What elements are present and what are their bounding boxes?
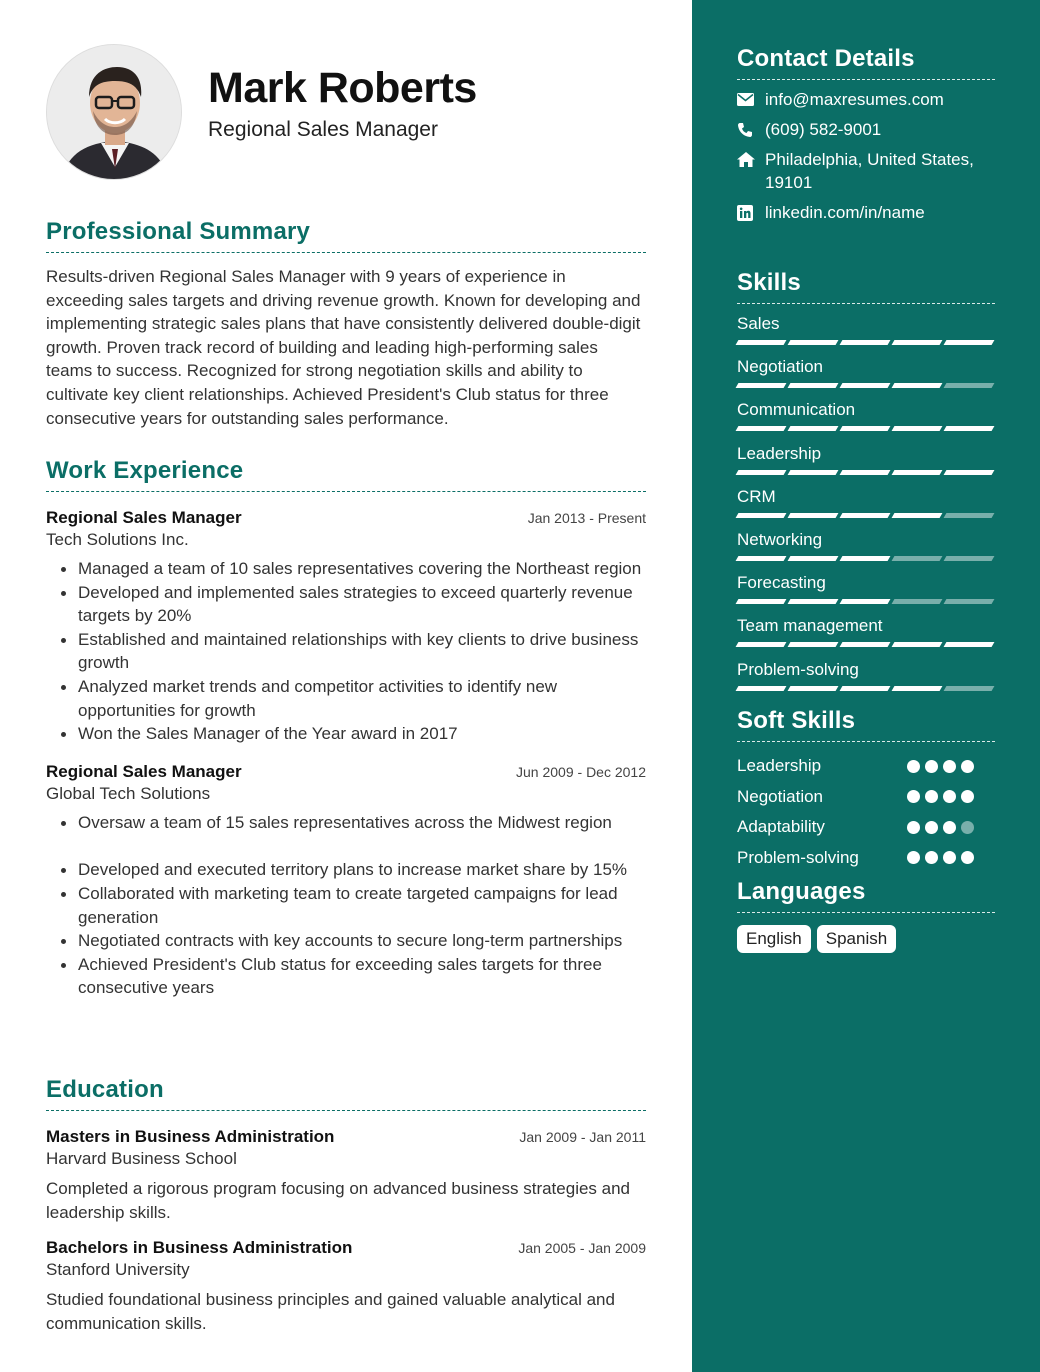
list-item: Collaborated with marketing team to create targeted campaigns for lead generation [78,882,646,929]
rating-dot [907,821,920,834]
skill-label: Forecasting [737,573,826,593]
rating-dot [925,790,938,803]
skill-level-segment [736,642,787,647]
soft-skill-rating [907,821,974,834]
email-text: info@maxresumes.com [765,90,944,109]
skill-level-segment [840,426,891,431]
skill-level-segment [736,383,787,388]
job-role: Regional Sales Manager [46,508,242,527]
skill-level-segment [892,426,943,431]
skill-level-segment [736,686,787,691]
list-item: Established and maintained relationships with key clients to drive business growth [78,628,646,675]
skill-level-segment [840,383,891,388]
school-name: Harvard Business School [46,1149,237,1168]
skill-level-segment [892,686,943,691]
skill-level-segment [788,556,839,561]
job-date: Jan 2013 - Present [527,510,646,526]
rating-dot [907,790,920,803]
soft-skill-item [737,756,995,776]
language-tag: English [737,925,811,953]
rating-dot [961,790,974,803]
sidebar [692,0,1040,1372]
soft-skill-label: Leadership [737,756,822,775]
skill-level-bar [737,513,995,518]
work-section [46,457,646,1000]
skill-item [737,357,995,388]
skill-level-segment [892,513,943,518]
skill-item [737,400,995,431]
degree-name: Bachelors in Business Administration [46,1238,353,1258]
language-tags [737,925,995,953]
linkedin-icon [737,201,765,224]
skill-label: Team management [737,616,883,636]
contact-phone[interactable] [737,118,995,141]
degree-name: Masters in Business Administration [46,1127,335,1146]
skill-level-segment [944,470,995,475]
rating-dot [961,851,974,864]
soft-skill-rating [907,790,974,803]
skill-label: Leadership [737,443,822,463]
skill-level-segment [840,642,891,647]
person-avatar-icon [47,45,182,180]
skill-level-bar [737,426,995,431]
skill-label: Negotiation [737,357,824,377]
skill-label: CRM [737,486,776,506]
languages-section [737,878,995,953]
skill-item [737,314,995,345]
summary-text: Results-driven Regional Sales Manager with 9 years of experience in exceeding sales targets and driving revenue growth. Known for developing and implementing strategic sales plans that have consistently delivered double-digit growth. Proven track record of building and leading high-performing sales teams to success. Recognized for strong negotiation skills and ability to cultivate key client relationships. Achieved President's Club status for three consecutive years for outstanding sales performance. [46,267,641,428]
contact-address [737,148,995,194]
skill-level-segment [788,686,839,691]
skill-item [737,616,995,647]
skill-level-segment [944,340,995,345]
skill-level-segment [892,340,943,345]
rating-dot [925,821,938,834]
list-item: Analyzed market trends and competitor activities to identify new opportunities for growth [78,675,646,722]
work-heading: Work Experience [46,457,646,492]
profile-photo [46,44,182,180]
skill-level-segment [892,383,943,388]
skill-level-segment [944,686,995,691]
skill-level-bar [737,599,995,604]
rating-dot [943,821,956,834]
address-text: Philadelphia, United States, 19101 [765,150,974,192]
skill-level-segment [840,686,891,691]
skill-level-segment [892,470,943,475]
soft-skills-section [737,707,995,877]
list-item: Developed and executed territory plans to increase market share by 15% [78,858,646,882]
skill-item [737,487,995,518]
skill-level-segment [840,599,891,604]
job-company: Tech Solutions Inc. [46,530,189,549]
phone-icon [737,118,765,141]
soft-skill-label: Problem-solving [737,847,859,867]
rating-dot [943,851,956,864]
rating-dot [907,760,920,773]
skill-level-segment [788,513,839,518]
skill-level-segment [736,426,787,431]
contact-linkedin[interactable] [737,201,995,224]
skill-level-segment [944,383,995,388]
envelope-icon [737,88,765,111]
contact-heading: Contact Details [737,45,995,80]
candidate-name: Mark Roberts [208,64,477,112]
skill-level-bar [737,383,995,388]
skill-level-segment [736,599,787,604]
skill-level-segment [788,340,839,345]
education-desc: Studied foundational business principles and gained valuable analytical and communication skills. [46,1290,615,1333]
education-entry [46,1127,646,1224]
language-tag: Spanish [817,925,896,953]
skill-label: Networking [737,530,823,549]
skill-level-segment [788,383,839,388]
skill-level-segment [736,340,787,345]
list-item: Won the Sales Manager of the Year award in 2017 [78,722,646,746]
candidate-title: Regional Sales Manager [208,118,438,141]
skill-level-segment [892,556,943,561]
skill-label: Sales [737,314,780,333]
skill-level-segment [788,642,839,647]
skill-level-segment [944,642,995,647]
skill-level-segment [840,556,891,561]
skill-level-segment [944,556,995,561]
school-name: Stanford University [46,1260,190,1280]
soft-skill-label: Negotiation [737,786,824,806]
job-company: Global Tech Solutions [46,783,211,803]
list-item: Negotiated contracts with key accounts to secure long-term partnerships [78,929,646,953]
skill-level-segment [840,340,891,345]
skill-level-segment [944,513,995,518]
skills-heading: Skills [737,269,995,304]
rating-dot [961,821,974,834]
education-date: Jan 2009 - Jan 2011 [519,1129,646,1145]
skill-level-segment [788,470,839,475]
skill-level-segment [736,513,787,518]
skill-level-segment [944,599,995,604]
skill-level-segment [736,556,787,561]
job-bullets [46,557,646,746]
job-date: Jun 2009 - Dec 2012 [516,763,646,780]
summary-section [46,218,646,430]
soft-skill-rating [907,760,974,773]
education-heading: Education [46,1076,646,1111]
contact-section [737,45,995,224]
education-section [46,1076,646,1335]
skill-item [737,530,995,561]
job-role: Regional Sales Manager [46,761,242,781]
job-entry [46,762,646,1000]
rating-dot [943,790,956,803]
list-item: Oversaw a team of 15 sales representatives across the Midwest region [78,811,646,859]
skill-item [737,573,995,604]
rating-dot [961,760,974,773]
education-desc: Completed a rigorous program focusing on advanced business strategies and leadership skills. [46,1179,631,1222]
rating-dot [943,760,956,773]
education-date: Jan 2005 - Jan 2009 [518,1240,646,1257]
skill-level-segment [840,470,891,475]
soft-skills-heading: Soft Skills [737,707,995,742]
job-bullets [46,811,646,1000]
summary-heading: Professional Summary [46,218,646,253]
home-icon [737,148,765,171]
skill-label: Communication [737,400,856,420]
skill-level-segment [736,470,787,475]
contact-email[interactable] [737,88,995,111]
rating-dot [925,851,938,864]
soft-skill-item [737,848,995,868]
education-entry [46,1238,646,1335]
skill-item [737,444,995,475]
skill-level-bar [737,642,995,647]
skill-level-segment [788,426,839,431]
rating-dot [907,851,920,864]
skill-level-segment [892,642,943,647]
skill-level-bar [737,340,995,345]
languages-heading: Languages [737,878,995,913]
skill-level-bar [737,556,995,561]
soft-skill-rating [907,851,974,864]
linkedin-text: linkedin.com/in/name [765,203,925,222]
skills-section [737,269,995,709]
skill-level-segment [892,599,943,604]
skill-level-bar [737,470,995,475]
rating-dot [925,760,938,773]
skill-level-bar [737,686,995,691]
list-item: Managed a team of 10 sales representatives covering the Northeast region [78,557,646,581]
skill-level-segment [840,513,891,518]
skill-item [737,660,995,691]
skill-level-segment [944,426,995,431]
list-item: Developed and implemented sales strategies to exceed quarterly revenue targets by 20% [78,581,646,628]
phone-text: (609) 582-9001 [765,120,882,139]
soft-skill-label: Adaptability [737,817,825,836]
skill-label: Problem-solving [737,659,859,679]
skill-level-segment [788,599,839,604]
soft-skill-item [737,787,995,807]
list-item: Achieved President's Club status for exceeding sales targets for three consecutive years [78,953,646,1000]
soft-skill-item [737,817,995,837]
job-entry [46,508,646,746]
